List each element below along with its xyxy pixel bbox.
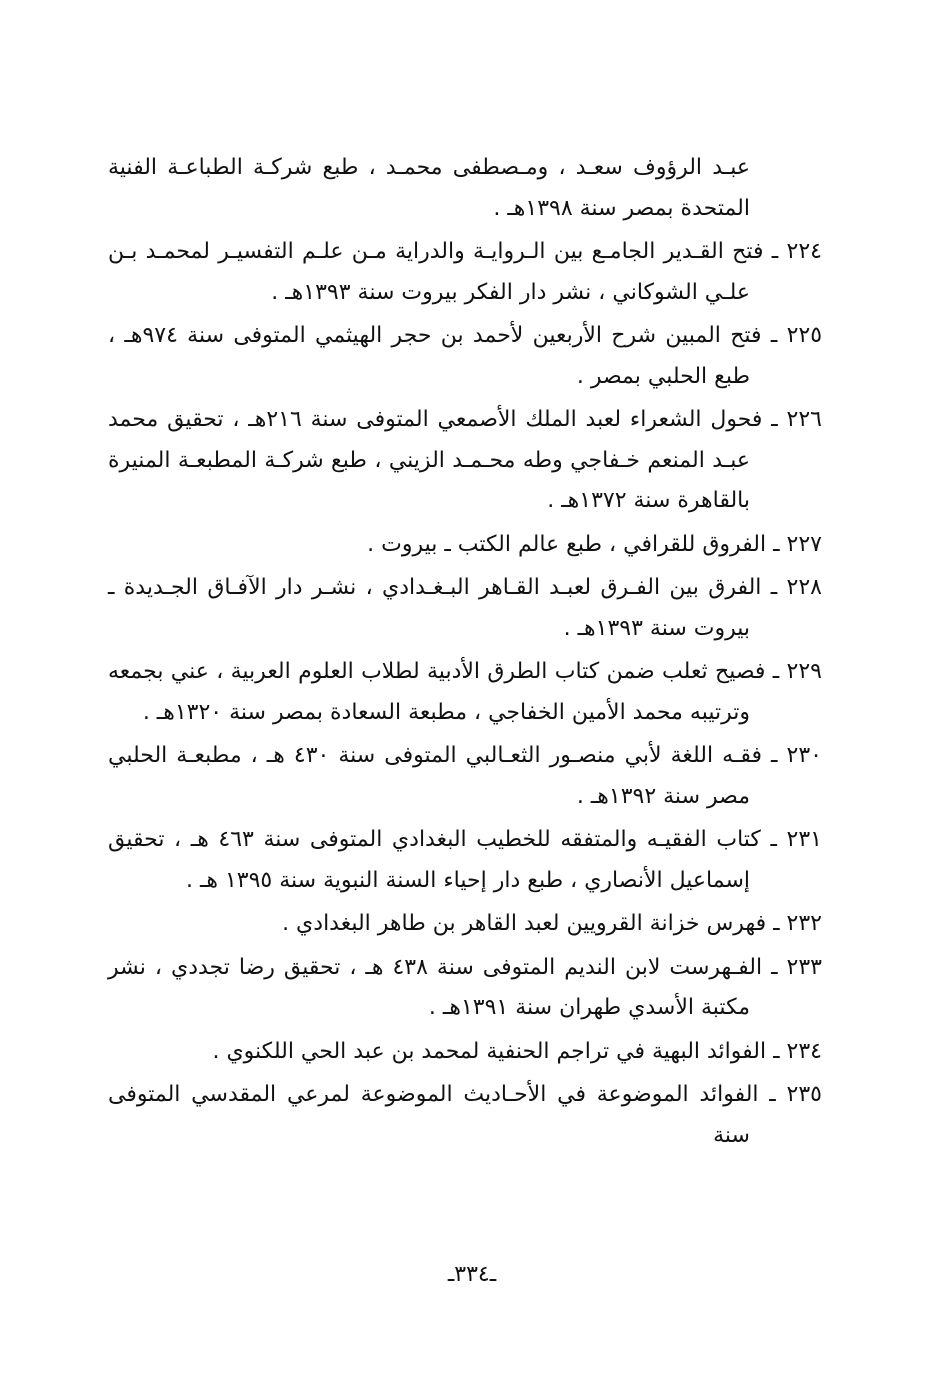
bibliography-entry-232 xyxy=(108,904,822,945)
page-number: ـ٣٣٤ـ xyxy=(447,1262,497,1287)
bibliography-entry-225 xyxy=(108,316,822,397)
bibliography-entry-228 xyxy=(108,568,822,649)
entry-text: فحول الشعراء لعبد الملك الأصمعي المتوفى سنة ٢١٦هـ ، تحقيق محمد عبـد المنعم خـفاجي وطه محـمـد الزيني ، طبع شركـة المطبعـة المنيرة بالقاهرة سنة ١٣٧٢هـ . xyxy=(108,407,763,513)
entry-text: فصيح ثعلب ضمن كتاب الطرق الأدبية لطلاب العلوم العربية ، عني بجمعه وترتيبه محمد الأمين الخفاجي ، مطبعة السعادة بمصر سنة ١٣٢٠هـ . xyxy=(108,659,766,725)
entry-text: الفوائد البهية في تراجم الحنفية لمحمد بن عبد الحي اللكنوي . xyxy=(212,1038,767,1064)
entry-number: ٢٣٢ ـ xyxy=(766,911,822,936)
bibliography-entry-231 xyxy=(108,820,822,901)
entry-number: ٢٢٨ ـ xyxy=(761,575,822,600)
bibliography-entry-229 xyxy=(108,652,822,733)
entry-text: الفوائد الموضوعة في الأحـاديث الموضوعة لمرعي المقدسي المتوفى سنة xyxy=(108,1082,759,1148)
bibliography-entry-235 xyxy=(108,1075,822,1156)
entry-number: ٢٣٤ ـ xyxy=(766,1038,822,1064)
bibliography-page xyxy=(108,148,822,1268)
bibliography-entry-227 xyxy=(108,525,822,566)
entry-number: ٢٢٥ ـ xyxy=(761,323,823,348)
bibliography-entry-continued xyxy=(108,148,822,229)
entry-text: فقـه اللغة لأبي منصـور الثعـالبي المتوفى سنة ٤٣٠ هـ ، مطبعـة الحلبي مصر سنة ١٣٩٢هـ . xyxy=(108,743,763,809)
entry-text: كتاب الفقيـه والمتفقه للخطيب البغدادي المتوفى سنة ٤٦٣ هـ ، تحقيق إسماعيل الأنصاري ، طبع دار إحياء السنة النبوية سنة ١٣٩٥ هـ . xyxy=(108,827,761,893)
bibliography-entry-234 xyxy=(108,1032,822,1073)
entry-number: ٢٢٦ ـ xyxy=(762,407,822,432)
entry-text: فهرس خزانة القرويين لعبد القاهر بن طاهر البغدادي . xyxy=(282,911,767,936)
bibliography-entry-233 xyxy=(108,948,822,1029)
entry-text: الفرق بين الفـرق لعبـد القـاهر البـغـدادي ، نشـر دار الآفـاق الجـديدة ـ بيروت سنة ١٣٩٣هـ . xyxy=(108,575,762,641)
entry-text: فتح القـدير الجامـع بين الـروايـة والدراية مـن علـم التفسيـر لمحمـد بـن علـي الشوكاني ، نشر دار الفكر بيروت سنة ١٣٩٣هـ . xyxy=(108,239,764,305)
entry-text: عبـد الرؤوف سعـد ، ومـصطفى محمـد ، طبع شركـة الطباعـة الفنية المتحدة بمصر سنة ١٣٩٨هـ . xyxy=(108,155,750,221)
bibliography-entry-224 xyxy=(108,232,822,313)
entry-number: ٢٣٠ ـ xyxy=(762,743,822,768)
entry-number: ٢٢٧ ـ xyxy=(766,531,822,557)
bibliography-entry-230 xyxy=(108,736,822,817)
entry-number: ٢٢٤ ـ xyxy=(763,239,822,264)
bibliography-entry-226 xyxy=(108,400,822,522)
entry-text: الفـهرست لابن النديم المتوفى سنة ٤٣٨ هـ ، تحقيق رضا تجددي ، نشر مكتبة الأسدي طهران سنة ١٣٩١هـ . xyxy=(108,954,763,1020)
entry-text: الفروق للقرافي ، طبع عالم الكتب ـ بيروت . xyxy=(367,531,767,557)
entry-number: ٢٣٣ ـ xyxy=(762,954,822,980)
entry-number: ٢٣٥ ـ xyxy=(758,1082,822,1107)
entry-number: ٢٣١ ـ xyxy=(760,827,822,852)
entry-number: ٢٢٩ ـ xyxy=(765,659,822,684)
entry-text: فتح المبين شرح الأربعين لأحمد بن حجر الهيثمي المتوفى سنة ٩٧٤هـ ، طبع الحلبي بمصر . xyxy=(108,323,762,389)
